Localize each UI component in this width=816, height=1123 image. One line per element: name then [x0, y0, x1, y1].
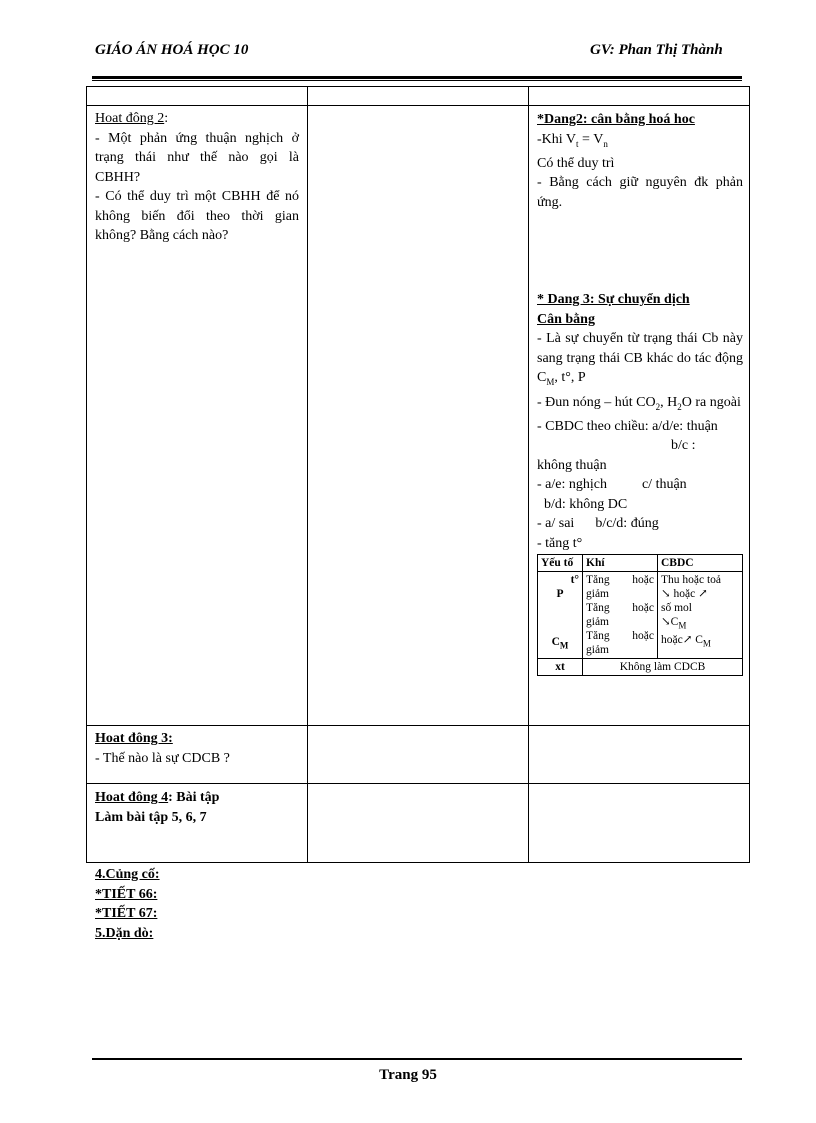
header-rule-thin — [92, 80, 742, 81]
activity-2-title: Hoat đông 2 — [95, 111, 165, 126]
dang2-line-2: Có thể duy trì — [537, 155, 615, 171]
tiet-67: *TIẾT 67: — [95, 906, 158, 921]
activity-4-teacher — [87, 784, 308, 863]
table-row-activity-3 — [87, 726, 750, 784]
activity-3-title: Hoat đông 3: — [95, 731, 173, 746]
activity-3-question: - Thế nào là sự CDCB ? — [95, 750, 230, 766]
dang3-line-5: không thuận — [537, 457, 607, 473]
cbdc-table — [537, 554, 743, 676]
cbdc-header-khi: Khí — [583, 555, 658, 572]
cbdc-row-1 — [538, 572, 743, 659]
dang3-line-3: - CBDC theo chiều: a/d/e: thuận — [537, 418, 718, 434]
dang3-line-6: - a/e: nghịch c/ thuận — [537, 477, 687, 493]
header-rule — [92, 76, 742, 79]
cbdc-factor-xt: xt — [538, 659, 583, 676]
dang3-line-8: - a/ sai b/c/d: đúng — [537, 516, 659, 532]
dang2-line-3: - Bằng cách giữ nguyên đk phản ứng. — [537, 175, 743, 210]
header-title: GIÁO ÁN HOÁ HỌC 10 — [95, 42, 249, 58]
dang3-title-a: * Dang 3: Sự chuyển dịch — [537, 292, 690, 308]
lesson-table — [86, 86, 750, 863]
table-row-activity-2 — [87, 106, 750, 726]
dang3-line-7: b/d: không DC — [537, 496, 628, 512]
header-teacher: GV: Phan Thị Thành — [590, 42, 723, 58]
activity-4-title-rest: : Bài tập — [168, 790, 220, 805]
dan-do: 5.Dặn dò: — [95, 925, 154, 941]
cbdc-row-2 — [538, 659, 743, 676]
activity-2-content — [529, 106, 750, 726]
table-row-empty — [87, 87, 750, 106]
cbdc-khi: Tăng hoặc giảm Tăng hoặc giảm Tăng hoặc giảm — [583, 572, 658, 659]
dang2-line-1: -Khi $V_t = V_n$ — [537, 131, 608, 149]
cbdc-header-row — [538, 555, 743, 572]
dang2-title: *Dang2: cân bằng hoá hoc — [537, 112, 695, 127]
activity-2-question-2: - Có thể duy trì một CBHH để nó không biến đổi theo thời gian không? Bằng cách nào? — [95, 189, 299, 243]
dang3-line-2: - Đun nóng – hút $CO_2$, $H_2O$ ra ngoài — [537, 394, 741, 412]
table-row-activity-4 — [87, 784, 750, 863]
dang3-line-1: - Là sự chuyển từ trạng thái Cb này sang trạng thái CB khác do tác động $C_M$, t°, P — [537, 331, 743, 388]
dang3-line-9: - tăng t° — [537, 535, 583, 551]
tiet-66: *TIẾT 66: — [95, 886, 158, 902]
dang3-line-4: b/c : — [671, 438, 696, 454]
cbdc-header-cbdc: CBDC — [658, 555, 743, 572]
cbdc-factors: t° P $C_M$ — [538, 572, 583, 659]
activity-2-teacher: Hoat đông 2: - Một phản ứng thuận nghịch ở trạng thái như thế nào gọi là CBHH? - Có thể duy trì một CBHH để nó không biến đổi theo thời gian không? Bằng cách nào? — [87, 106, 308, 726]
activity-2-question-1: - Một phản ứng thuận nghịch ở trạng thái như thế nào gọi là CBHH? — [95, 130, 299, 185]
activity-4-body: Làm bài tập 5, 6, 7 — [95, 809, 207, 825]
activity-3-teacher — [87, 726, 308, 784]
cbdc-header-factor: Yếu tố — [538, 555, 583, 572]
page-number: Trang 95 — [379, 1067, 437, 1083]
footer-rule — [92, 1058, 742, 1060]
after-section — [95, 865, 160, 943]
cung-co: 4.Củng cố: — [95, 867, 160, 882]
cbdc-xt-value: Không làm CDCB — [583, 659, 743, 676]
cbdc-result: Thu hoặc toả ↘ hoặc ↗ số mol $↘C_M$ hoặc↗ $C_M$ — [658, 572, 743, 659]
activity-2-student — [308, 106, 529, 726]
dang3-title-b: Cân bằng — [537, 311, 595, 327]
activity-4-title: Hoat đông 4 — [95, 790, 169, 805]
